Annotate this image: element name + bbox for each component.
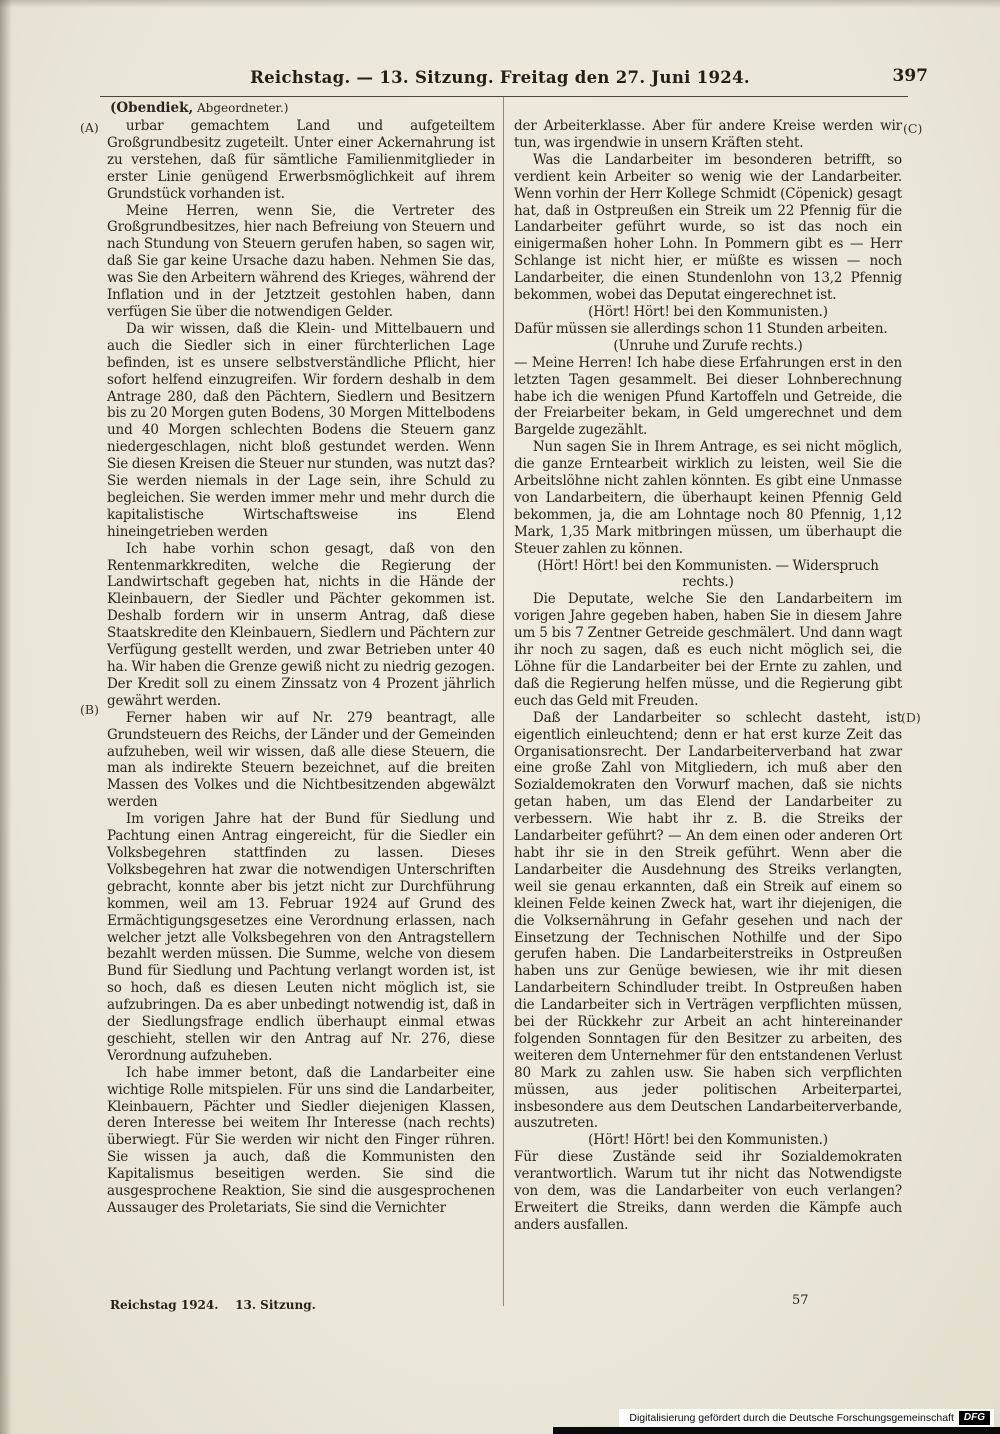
speech-paragraph: Ich habe vorhin schon gesagt, daß von den Rentenmarkkrediten, welche die Regierung der Landwirtschaft gegeben hat, nichts in die Hände der Kleinbauern, der Siedler und Pächter gekommen ist. Deshalb fordern wir in unserm Antrag, daß diese Staatskredite den Kleinbauern, Siedlern und Pächtern zur Verfügung gestellt werden, und zwar Betrieben unter 40 ha. Wir haben die Grenze gewiß nicht zu niedrig gezogen. Der Kredit soll zu einem Zinssatz von 4 Prozent jährlich gewährt werden. [107,540,495,709]
speech-paragraph: Die Deputate, welche Sie den Landarbeitern im vorigen Jahre gegeben haben, haben Sie in diesem Jahre um 5 bis 7 Zentner Getreide geschmälert. Und dann wagt ihr noch zu sagen, daß es euch nicht möglich sei, die Löhne für die Landarbeiter bei der Ernte zu zahlen, und daß die Regierung helfen müsse, und die Regierung gibt euch das Geld mit Freuden. [514,591,902,709]
footer-session-note: Reichstag 1924. 13. Sitzung. [110,1298,316,1312]
margin-marker-c: (C) [903,121,923,136]
stage-direction: (Unruhe und Zurufe rechts.) [613,337,803,354]
digitization-strip [619,1409,994,1427]
stage-direction: (Hört! Hört! bei den Kommunisten.) [588,303,828,320]
bottom-black-bar [553,1427,1000,1434]
speech-paragraph: Ferner haben wir auf Nr. 279 beantragt, alle Grundsteuern des Reichs, der Länder und der Gemeinden aufzuheben, weil wir wissen, daß alle diese Steuern, die man als indirekte Steuern bezeichnet, auf die breiten Massen des Volkes und die Nichtbesitzenden abgewälzt werden [107,709,495,811]
page-number: 397 [892,66,928,86]
header-title: Reichstag. — 13. Sitzung. Freitag den 27. Juni 1924. [250,68,750,87]
margin-marker-b: (B) [80,702,99,717]
header-rule [100,96,908,97]
speech-paragraph: der Arbeiterklasse. Aber für andere Kreise werden wir tun, was irgendwie in unsern Kräften steht. [514,118,902,151]
speaker-note [110,100,288,116]
footer-signature-number: 57 [792,1293,809,1308]
digitization-notice: Digitalisierung gefördert durch die Deutsche Forschungsgemeinschaft [629,1412,954,1424]
stage-direction: (Hört! Hört! bei den Kommunisten. — Widerspruch rechts.) [537,557,879,591]
text-column-left [107,118,495,1217]
running-head [100,68,900,87]
scan-edge-shadow-left [0,0,12,1434]
speech-paragraph: urbar gemachtem Land und aufgeteiltem Großgrundbesitz zugeteilt. Unter einer Ackernahrung ist zu verstehen, daß für sämtliche Familienmitglieder in erster Linie genügend Erwerbsmöglichkeit auf ihrem Grundstück vorhanden ist. [107,118,495,202]
speech-paragraph: Meine Herren, wenn Sie, die Vertreter des Großgrundbesitzes, hier nach Befreiung von Steuern und nach Stundung von Steuern gerufen haben, so sagen wir, daß Sie gar keine Ursache dazu haben. Nehmen Sie das, was Sie den Arbeitern während des Krieges, während der Inflation und in der Jetztzeit gestohlen haben, dann verfügen Sie über die notwendigen Gelder. [107,202,495,320]
dfg-logo: DFG [959,1411,990,1425]
speaker-name: (Obendiek, [110,100,194,116]
column-divider-rule [503,97,504,1306]
text-column-right [514,118,902,1234]
margin-marker-a: (A) [80,120,99,135]
stage-direction: (Hört! Hört! bei den Kommunisten.) [588,1132,828,1149]
margin-marker-d: (D) [901,710,921,725]
speech-paragraph: Daß der Landarbeiter so schlecht dasteht, ist eigentlich einleuchtend; denn er hat erst kurze Zeit das Organisationsrecht. Der Landarbeiterverband hat zwar eine große Zahl von Mitgliedern, ich muß aber den Sozialdemokraten den Vorwurf machen, daß sie nichts getan haben, um das Elend der Landarbeiter zu verbessern. Wie habt ihr z. B. die Streiks der Landarbeiter geführt? — An dem einen oder anderen Ort habt ihr sie in den Streik geführt. Wenn aber die Landarbeiter die Ausdehnung des Streiks verlangten, weil sie genau erkannten, daß ein Streik auf einem so kleinen Felde keinen Zweck hat, wart ihr diejenigen, die die Volksernährung in Gefahr gesehen und nach der Einsetzung der Technischen Nothilfe und der Sipo gerufen haben. Die Landarbeiterstreiks in Ostpreußen haben uns zur Genüge bewiesen, wie ihr mit diesen Landarbeitern Schindluder treibt. In Ostpreußen haben die Landarbeiter sich in Verträgen verpflichten müssen, bei der Rückkehr zur Arbeit an acht hintereinander folgenden Sonntagen für den Besitzer zu arbeiten, des weiteren dem Unternehmer für den entstandenen Verlust 80 Mark zu zahlen usw. Sie haben sich verpflichten müssen, aus jeder politischen Arbeiterpartei, insbesondere aus dem Deutschen Landarbeiterverbande, auszutreten. [514,709,902,1132]
speech-paragraph: Was die Landarbeiter im besonderen betrifft, so verdient kein Arbeiter so wenig wie der Landarbeiter. Wenn vorhin der Herr Kollege Schmidt (Cöpenick) gesagt hat, daß in Ostpreußen ein Streik um 22 Pfennig für die Landarbeiter geführt wurde, so ist das noch ein einigermaßen hoher Lohn. In Pommern gibt es — Herr Schlange ist nicht hier, er müßte es wissen — noch Landarbeiter, die einen Stundenlohn von 13,2 Pfennig bekommen, wobei das Deputat eingerechnet ist. [514,151,902,304]
speaker-role: Abgeordneter.) [193,101,289,115]
speech-paragraph: Für diese Zustände seid ihr Sozialdemokraten verantwortlich. Warum tut ihr nicht das Notwendigste von dem, was die Landarbeiter von euch verlangen? Erweitert die Streiks, dann werden die Kämpfe auch anders ausfallen. [514,1149,902,1233]
speech-paragraph: Dafür müssen sie allerdings schon 11 Stunden arbeiten. [514,320,888,337]
speech-paragraph: Im vorigen Jahre hat der Bund für Siedlung und Pachtung einen Antrag eingereicht, für die Siedler ein Volksbegehren stattfinden zu lassen. Dieses Volksbegehren hat zwar die notwendigen Unterschriften gebracht, konnte aber bis jetzt nicht zur Durchführung kommen, weil am 13. Februar 1924 auf Grund des Ermächtigungsgesetzes eine Verordnung erlassen, nach welcher jetzt alle Volksbegehren von den Antragstellern bezahlt werden müssen. Die Summe, welche von diesem Bund für Siedlung und Pachtung verlangt worden ist, ist so hoch, daß es diesen Leuten nicht möglich ist, sie aufzubringen. Da es aber unbedingt notwendig ist, daß in der Siedlungsfrage endlich überhaupt einmal etwas geschieht, stellen wir den Antrag auf Nr. 276, diese Verordnung aufzuheben. [107,811,495,1064]
speech-paragraph: Nun sagen Sie in Ihrem Antrage, es sei nicht möglich, die ganze Erntearbeit wirklich zu leisten, weil Sie die Arbeitslöhne nicht zahlen könnten. Es gibt eine Unmasse von Landarbeitern, die überhaupt keinen Pfennig Geld bekommen, ja, die am Lohntage noch 80 Pfennig, 1,12 Mark, 1,35 Mark mitbringen müssen, um überhaupt die Steuer zahlen zu können. [514,439,902,557]
speech-paragraph: Da wir wissen, daß die Klein- und Mittelbauern und auch die Siedler sich in einer fürchterlichen Lage befinden, ist es unsere selbstverständliche Pflicht, hier sofort helfend einzugreifen. Wir fordern deshalb in dem Antrage 280, daß den Pächtern, Siedlern und Besitzern bis zu 20 Morgen guten Bodens, 30 Morgen Mittelbodens und 40 Morgen schlechten Bodens die Steuern ganz niedergeschlagen, nicht bloß gestundet werden. Wenn Sie diesen Kreisen die Steuer nur stunden, was nutzt das? Sie werden niemals in der Lage sein, ihre Schuld zu begleichen. Sie werden immer mehr und mehr durch die kapitalistische Wirtschaftsweise ins Elend hineingetrieben werden [107,320,495,540]
speech-paragraph: Ich habe immer betont, daß die Landarbeiter eine wichtige Rolle mitspielen. Für uns sind die Landarbeiter, Kleinbauern, Pächter und Siedler diejenigen Klassen, deren Interesse bei weitem Ihr Interesse (nach rechts) überwiegt. Für Sie werden wir nicht den Finger rühren. Sie wissen ja auch, daß die Kommunisten den Kapitalismus beseitigen werden. Sie sind die ausgesprochene Reaktion, Sie sind die ausgesprochenen Aussauger des Proletariats, Sie sind die Vernichter [107,1064,495,1216]
scan-edge-shadow-top [0,0,1000,8]
speech-paragraph: — Meine Herren! Ich habe diese Erfahrungen erst in den letzten Tagen gesammelt. Bei dieser Lohnberechnung habe ich die wenigen Pfund Kartoffeln und Getreide, die der Freiarbeiter bekam, in Geld umgerechnet und dem Bargelde zugezählt. [514,354,902,439]
